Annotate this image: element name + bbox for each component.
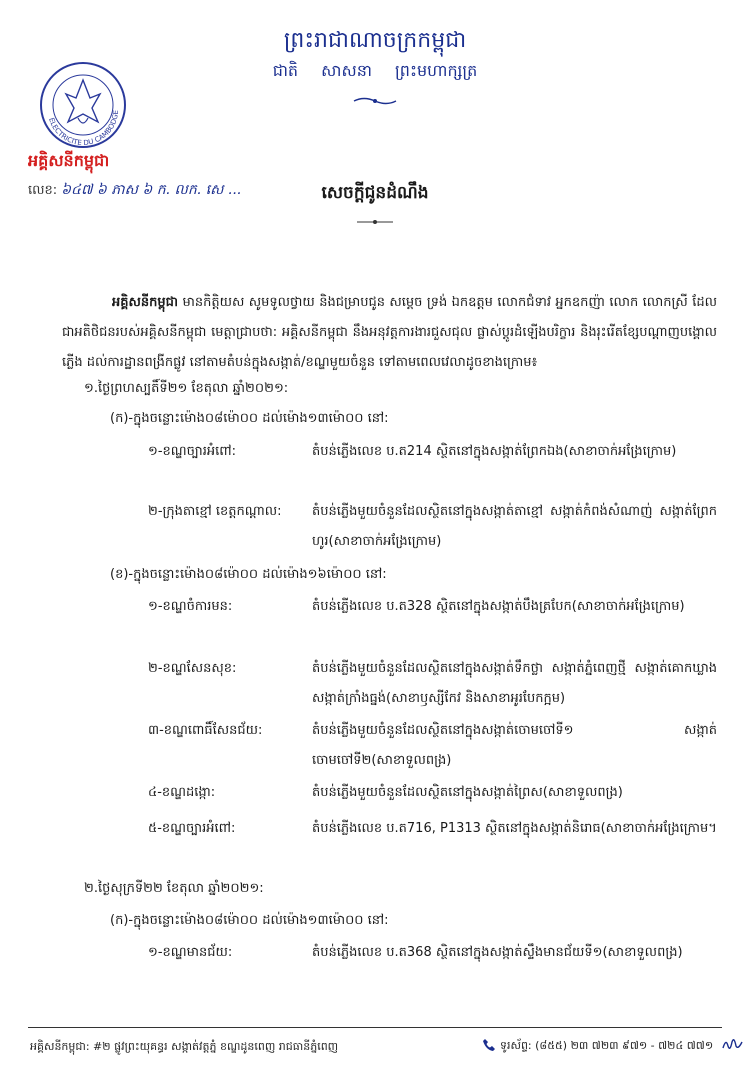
day-1-date: ១.ថ្ងៃព្រហស្បតិ៍ទី២១ ខែតុលា ឆ្នាំ២០២១:: [84, 381, 289, 396]
item-detail: តំបន់ភ្លើងមួយចំនួនដែលស្ថិតនៅក្នុងសង្កាត់ទឹកថ្លា សង្កាត់ភ្នំពេញថ្មី សង្កាត់គោកឃ្លាង សង្កាត់ក្រាំងធ្នង់(សាខាឫស្សីកែវ និងសាខាអូរបែកក្អម): [312, 661, 717, 706]
title-ornament: [355, 218, 395, 226]
reference-value: ៦៤៧ ៦ ភាស ៦ ក. លក. សេ ...: [61, 182, 242, 198]
item-label: ២-ក្រុងតាខ្មៅ ខេត្តកណ្ដាល:: [148, 504, 282, 519]
phone-icon: [482, 1038, 496, 1052]
item-label: ១-ខណ្ឌច្បារអំពៅ:: [148, 444, 236, 459]
header-ornament: [352, 96, 398, 106]
footer-divider: [28, 1027, 722, 1028]
intro-paragraph: [62, 288, 717, 378]
svg-text:ELECTRICITE DU CAMBODGE: ELECTRICITE DU CAMBODGE: [47, 109, 121, 148]
day-1-period-a: (ក)-ក្នុងចន្លោះម៉ោង០៨ម៉ោ០០ ដល់ម៉ោង១៣ម៉ោ០០ នៅ:: [110, 411, 389, 426]
item-label: ៤-ខណ្ឌដង្កោ:: [148, 785, 216, 800]
item-detail: តំបន់ភ្លើងមួយចំនួនដែលស្ថិតនៅក្នុងសង្កាត់ព្រៃស(សាខាទួលពង្រ): [312, 785, 623, 800]
item-detail: តំបន់ភ្លើងលេខ ប.ត716, P1313 ស្ថិតនៅក្នុងសង្កាត់និរោធ(សាខាចាក់អង្រែក្រោម។: [312, 821, 717, 836]
item-label: ១-ខណ្ឌមានជ័យ:: [148, 945, 233, 960]
item-label: ២-ខណ្ឌសែនសុខ:: [148, 661, 237, 676]
organization-name: អគ្គិសនីកម្ពុជា: [28, 151, 110, 170]
item-label: ៣-ខណ្ឌពោធិ៍សែនជ័យ:: [148, 723, 263, 738]
item-detail: តំបន់ភ្លើងមួយចំនួនដែលស្ថិតនៅក្នុងសង្កាត់ចោមចៅទី១ សង្កាត់ចោមចៅទី២(សាខាទួលពង្រ): [312, 723, 717, 768]
company-seal-logo: [38, 60, 128, 150]
item-label: ១-ខណ្ឌចំការមន:: [148, 599, 233, 614]
document-title: សេចក្ដីជូនដំណឹង: [321, 183, 429, 203]
item-detail: តំបន់ភ្លើងលេខ ប.ត368 ស្ថិតនៅក្នុងសង្កាត់ស្ទឹងមានជ័យទី១(សាខាទួលពង្រ): [312, 945, 683, 960]
intro-lead: អគ្គិសនីកម្ពុជា: [112, 295, 179, 310]
reference-label: លេខ:: [28, 183, 58, 198]
intro-text: មានកិត្តិយស សូមទូលថ្វាយ និងជម្រាបជូន សម្ដេច ទ្រង់ ឯកឧត្តម លោកជំទាវ អ្នកឧកញ៉ា លោក លោកស្រី ដែលជាអតិថិជនរបស់អគ្គិសនីកម្ពុជា មេត្តាជ្រាបថា: អគ្គិសនីកម្ពុជា នឹងអនុវត្តការងារជួសជុល ផ្លាស់ប្ដូរដំឡើងបរិក្ខារ និងរុះរើតខ្សែបណ្ដាញបង្គោលភ្លើង ដល់ការដ្ឋានពង្រីកផ្លូវ នៅតាមតំបន់ក្នុងសង្កាត់/ខណ្ឌមួយចំនួន ទៅតាមពេលវេលាដូចខាងក្រោម៖: [62, 295, 717, 370]
item-label: ៥-ខណ្ឌច្បារអំពៅ:: [148, 821, 236, 836]
item-detail: តំបន់ភ្លើងលេខ ប.ត214 ស្ថិតនៅក្នុងសង្កាត់ព្រែកឯង(សាខាចាក់អង្រែក្រោម): [312, 444, 677, 459]
day-2-date: ២.ថ្ងៃសុក្រទី២២ ខែតុលា ឆ្នាំ២០២១:: [84, 881, 264, 896]
footer-address: អគ្គិសនីកម្ពុជា: #២ ផ្លូវព្រះយុគន្ធរ សង្កាត់វត្តភ្នំ ខណ្ឌដូនពេញ រាជធានីភ្នំពេញ: [30, 1040, 339, 1053]
day-1-period-b: (ខ)-ក្នុងចន្លោះម៉ោង០៨ម៉ោ០០ ដល់ម៉ោង១៦ម៉ោ០០ នៅ:: [110, 567, 387, 582]
kingdom-title: ព្រះរាជាណាចក្រកម្ពុជា: [283, 28, 467, 53]
day-2-period-a: (ក)-ក្នុងចន្លោះម៉ោង០៨ម៉ោ០០ ដល់ម៉ោង១៣ម៉ោ០០ នៅ:: [110, 913, 389, 928]
item-detail: តំបន់ភ្លើងលេខ ប.ត328 ស្ថិតនៅក្នុងសង្កាត់បឹងត្របែក(សាខាចាក់អង្រែក្រោម): [312, 599, 685, 614]
signature-mark: [722, 1036, 744, 1052]
footer-contact: [482, 1038, 713, 1055]
item-detail: តំបន់ភ្លើងមួយចំនួនដែលស្ថិតនៅក្នុងសង្កាត់តាខ្មៅ សង្កាត់កំពង់សំណាញ់ សង្កាត់ព្រែកហូរ(សាខាចាក់អង្រែក្រោម): [312, 504, 717, 549]
national-motto: ជាតិ សាសនា ព្រះមហាក្សត្រ: [272, 61, 478, 80]
footer-phone: ទូរស័ព្ទ: (៨៥៥) ២៣ ៧២៣ ៩៧១ - ៧២៤ ៧៧១: [500, 1039, 714, 1052]
